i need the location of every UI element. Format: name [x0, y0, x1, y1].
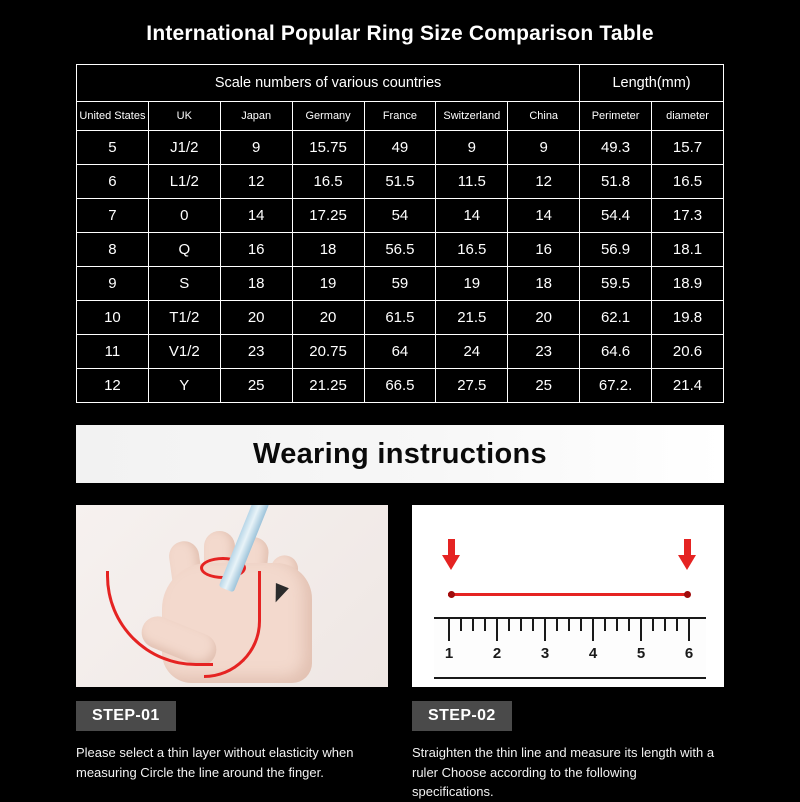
- cell-us: 5: [77, 131, 149, 165]
- ruler-number: 6: [684, 645, 694, 662]
- cell-japan: 23: [220, 335, 292, 369]
- cell-france: 51.5: [364, 165, 436, 199]
- table-group-header-row: [77, 65, 724, 102]
- ruler-tick-major: [496, 619, 498, 641]
- cell-us: 6: [77, 165, 149, 199]
- cell-japan: 18: [220, 267, 292, 301]
- ruler-number: 5: [636, 645, 646, 662]
- column-header-united-states: United States: [77, 102, 149, 131]
- cell-diameter: 17.3: [652, 199, 724, 233]
- table-row: [77, 199, 724, 233]
- ruler-tick-major: [688, 619, 690, 641]
- cell-us: 12: [77, 369, 149, 403]
- step-01-badge: STEP-01: [76, 701, 176, 731]
- ruler-tick-minor: [604, 619, 606, 631]
- size-table-container: [76, 64, 724, 403]
- cell-switzerland: 9: [436, 131, 508, 165]
- ruler-number: 4: [588, 645, 598, 662]
- group-header-length: Length(mm): [580, 65, 724, 102]
- cell-diameter: 18.1: [652, 233, 724, 267]
- ruler-tick-minor: [484, 619, 486, 631]
- cell-switzerland: 21.5: [436, 301, 508, 335]
- table-row: [77, 233, 724, 267]
- cell-france: 54: [364, 199, 436, 233]
- step-02-description: Straighten the thin line and measure its length with a ruler Choose according to the following specifications.: [412, 745, 715, 799]
- cell-germany: 20: [292, 301, 364, 335]
- cell-diameter: 20.6: [652, 335, 724, 369]
- cell-china: 23: [508, 335, 580, 369]
- red-line-endpoint-right: [684, 591, 691, 598]
- wearing-instructions-banner: [76, 425, 724, 483]
- step-02-badge: STEP-02: [412, 701, 512, 731]
- ruler-tick-minor: [580, 619, 582, 631]
- step-01: [76, 505, 388, 802]
- table-row: [77, 165, 724, 199]
- ruler-tick-minor: [652, 619, 654, 631]
- table-row: [77, 131, 724, 165]
- column-header-switzerland: Switzerland: [436, 102, 508, 131]
- cell-diameter: 18.9: [652, 267, 724, 301]
- step-01-image: [76, 505, 388, 687]
- cell-diameter: 19.8: [652, 301, 724, 335]
- cell-us: 7: [77, 199, 149, 233]
- cell-switzerland: 24: [436, 335, 508, 369]
- cell-switzerland: 19: [436, 267, 508, 301]
- cell-germany: 21.25: [292, 369, 364, 403]
- cell-japan: 16: [220, 233, 292, 267]
- cell-switzerland: 27.5: [436, 369, 508, 403]
- steps-container: [76, 505, 724, 802]
- cell-france: 66.5: [364, 369, 436, 403]
- cell-perimeter: 49.3: [580, 131, 652, 165]
- group-header-countries: Scale numbers of various countries: [77, 65, 580, 102]
- ruler-tick-minor: [568, 619, 570, 631]
- cell-germany: 19: [292, 267, 364, 301]
- table-row: [77, 369, 724, 403]
- cell-uk: Q: [148, 233, 220, 267]
- arrow-down-icon-right: [678, 555, 696, 570]
- ruler-graphic: [434, 617, 706, 679]
- cell-germany: 15.75: [292, 131, 364, 165]
- cell-us: 9: [77, 267, 149, 301]
- cell-japan: 12: [220, 165, 292, 199]
- table-row: [77, 267, 724, 301]
- red-measure-line: [448, 593, 690, 596]
- cell-perimeter: 62.1: [580, 301, 652, 335]
- cell-switzerland: 11.5: [436, 165, 508, 199]
- column-header-uk: UK: [148, 102, 220, 131]
- ruler-tick-minor: [664, 619, 666, 631]
- cell-perimeter: 64.6: [580, 335, 652, 369]
- cell-france: 61.5: [364, 301, 436, 335]
- arrow-down-icon-left: [442, 555, 460, 570]
- cell-diameter: 21.4: [652, 369, 724, 403]
- ruler-tick-minor: [532, 619, 534, 631]
- cell-china: 20: [508, 301, 580, 335]
- cell-uk: V1/2: [148, 335, 220, 369]
- step-02: [412, 505, 724, 802]
- ruler-tick-minor: [628, 619, 630, 631]
- ruler-tick-minor: [676, 619, 678, 631]
- cell-france: 56.5: [364, 233, 436, 267]
- cell-perimeter: 54.4: [580, 199, 652, 233]
- page-title: International Popular Ring Size Comparison Table: [146, 22, 654, 45]
- cell-perimeter: 59.5: [580, 267, 652, 301]
- cell-perimeter: 51.8: [580, 165, 652, 199]
- ring-size-table: [76, 64, 724, 403]
- step-02-image: [412, 505, 724, 687]
- cell-france: 59: [364, 267, 436, 301]
- cell-china: 25: [508, 369, 580, 403]
- column-header-japan: Japan: [220, 102, 292, 131]
- cell-china: 16: [508, 233, 580, 267]
- column-header-france: France: [364, 102, 436, 131]
- ruler-number: 1: [444, 645, 454, 662]
- cell-uk: T1/2: [148, 301, 220, 335]
- cell-japan: 9: [220, 131, 292, 165]
- cell-uk: J1/2: [148, 131, 220, 165]
- table-head: [77, 65, 724, 131]
- cell-uk: 0: [148, 199, 220, 233]
- step-01-description: Please select a thin layer without elasticity when measuring Circle the line around the finger.: [76, 745, 354, 780]
- cell-japan: 14: [220, 199, 292, 233]
- cell-switzerland: 14: [436, 199, 508, 233]
- cell-china: 12: [508, 165, 580, 199]
- column-header-diameter: diameter: [652, 102, 724, 131]
- ruler-number: 2: [492, 645, 502, 662]
- table-row: [77, 335, 724, 369]
- cell-diameter: 15.7: [652, 131, 724, 165]
- cell-perimeter: 67.2.: [580, 369, 652, 403]
- cell-germany: 18: [292, 233, 364, 267]
- ruler-tick-major: [640, 619, 642, 641]
- ruler-tick-minor: [616, 619, 618, 631]
- cell-china: 9: [508, 131, 580, 165]
- cell-uk: Y: [148, 369, 220, 403]
- table-row: [77, 301, 724, 335]
- cell-us: 10: [77, 301, 149, 335]
- wearing-instructions-title: Wearing instructions: [253, 437, 547, 470]
- ruler-tick-major: [544, 619, 546, 641]
- cell-japan: 25: [220, 369, 292, 403]
- cell-germany: 16.5: [292, 165, 364, 199]
- cell-us: 11: [77, 335, 149, 369]
- table-body: [77, 131, 724, 403]
- ruler-tick-minor: [460, 619, 462, 631]
- cell-china: 14: [508, 199, 580, 233]
- column-header-china: China: [508, 102, 580, 131]
- cell-us: 8: [77, 233, 149, 267]
- cell-switzerland: 16.5: [436, 233, 508, 267]
- ruler-tick-major: [592, 619, 594, 641]
- cell-germany: 17.25: [292, 199, 364, 233]
- cell-diameter: 16.5: [652, 165, 724, 199]
- ruler-number: 3: [540, 645, 550, 662]
- cell-japan: 20: [220, 301, 292, 335]
- ruler-tick-minor: [508, 619, 510, 631]
- ruler-tick-minor: [520, 619, 522, 631]
- table-column-header-row: [77, 102, 724, 131]
- cell-germany: 20.75: [292, 335, 364, 369]
- cell-france: 64: [364, 335, 436, 369]
- cell-france: 49: [364, 131, 436, 165]
- cell-uk: L1/2: [148, 165, 220, 199]
- column-header-perimeter: Perimeter: [580, 102, 652, 131]
- red-line-endpoint-left: [448, 591, 455, 598]
- cell-china: 18: [508, 267, 580, 301]
- column-header-germany: Germany: [292, 102, 364, 131]
- cell-uk: S: [148, 267, 220, 301]
- ruler-tick-minor: [556, 619, 558, 631]
- ruler-tick-major: [448, 619, 450, 641]
- ruler-tick-minor: [472, 619, 474, 631]
- cell-perimeter: 56.9: [580, 233, 652, 267]
